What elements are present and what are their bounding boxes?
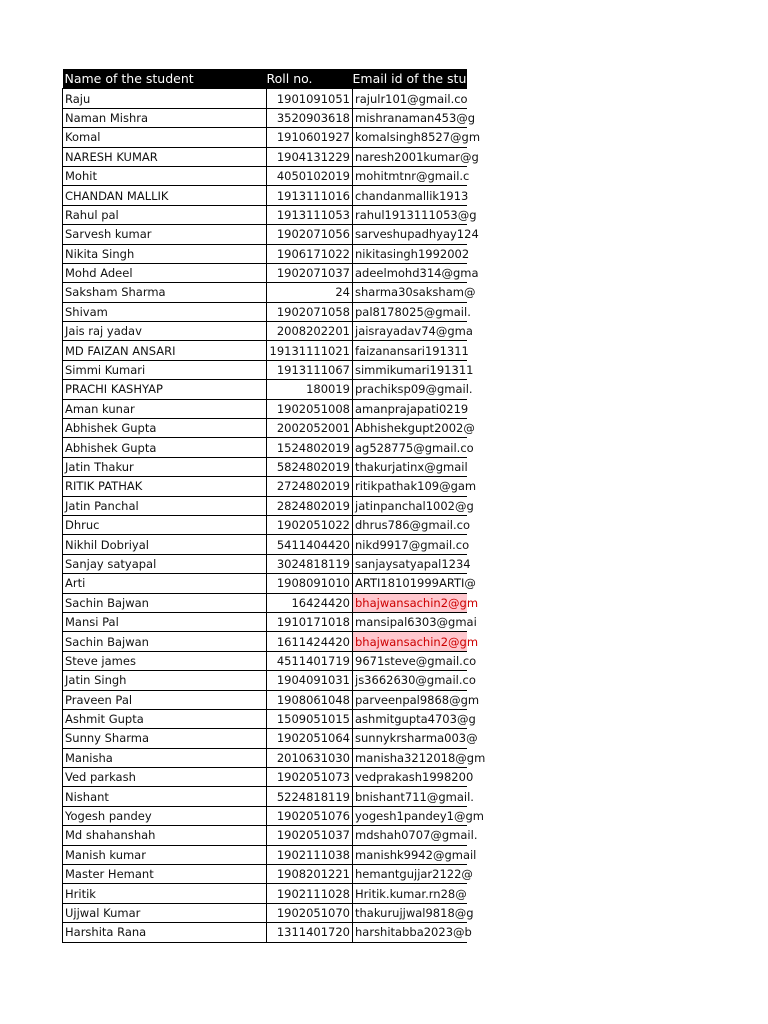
student-name-cell[interactable]: Praveen Pal: [63, 690, 267, 709]
roll-no-cell[interactable]: 5824802019: [267, 457, 353, 476]
student-name-cell[interactable]: Sunny Sharma: [63, 729, 267, 748]
email-cell[interactable]: sarveshupadhyay124: [353, 225, 467, 244]
table-row: [63, 108, 467, 127]
email-cell[interactable]: naresh2001kumar@g: [353, 147, 467, 166]
student-table: [62, 69, 486, 943]
student-name-cell[interactable]: Raju: [63, 89, 267, 108]
table-row: [63, 865, 467, 884]
table-row: [63, 399, 467, 418]
email-cell[interactable]: sunnykrsharma003@: [353, 729, 467, 748]
student-name-cell[interactable]: Mohd Adeel: [63, 263, 267, 282]
table-row: [63, 302, 467, 321]
email-cell[interactable]: ashmitgupta4703@g: [353, 709, 467, 728]
email-cell[interactable]: pal8178025@gmail.: [353, 302, 467, 321]
email-cell[interactable]: yogesh1pandey1@gm: [353, 806, 467, 825]
roll-no-cell[interactable]: 1902051076: [267, 806, 353, 825]
roll-no-cell[interactable]: 1901091051: [267, 89, 353, 108]
email-cell[interactable]: vedprakash1998200: [353, 768, 467, 787]
email-cell[interactable]: komalsingh8527@gm: [353, 128, 467, 147]
roll-no-cell[interactable]: 19131111021: [267, 341, 353, 360]
email-cell[interactable]: 9671steve@gmail.co: [353, 651, 467, 670]
student-name-cell[interactable]: Nikhil Dobriyal: [63, 535, 267, 554]
email-cell[interactable]: parveenpal9868@gm: [353, 690, 467, 709]
email-cell[interactable]: nikitasingh1992002: [353, 244, 467, 263]
email-cell[interactable]: manishk9942@gmail: [353, 845, 467, 864]
table-row: [63, 166, 467, 185]
table-row: [63, 496, 467, 515]
email-cell[interactable]: rajulr101@gmail.co: [353, 89, 467, 108]
student-name-cell[interactable]: NARESH KUMAR: [63, 147, 267, 166]
roll-no-cell[interactable]: 1902051070: [267, 903, 353, 922]
student-name-cell[interactable]: Ved parkash: [63, 768, 267, 787]
table-header: [63, 69, 467, 89]
roll-no-cell[interactable]: 1902071058: [267, 302, 353, 321]
email-cell[interactable]: thakurjatinx@gmail: [353, 457, 467, 476]
roll-no-cell[interactable]: 24: [267, 283, 353, 302]
student-name-cell[interactable]: Md shahanshah: [63, 826, 267, 845]
roll-no-cell[interactable]: 5224818119: [267, 787, 353, 806]
student-name-cell[interactable]: PRACHI KASHYAP: [63, 380, 267, 399]
roll-no-cell[interactable]: 16424420: [267, 593, 353, 612]
student-name-cell[interactable]: Rahul pal: [63, 205, 267, 224]
email-cell[interactable]: simmikumari191311: [353, 360, 467, 379]
student-name-cell[interactable]: Jatin Panchal: [63, 496, 267, 515]
table-row: [63, 787, 467, 806]
table-row: [63, 554, 467, 573]
email-cell[interactable]: rahul1913111053@g: [353, 205, 467, 224]
table-row: [63, 593, 467, 612]
student-name-cell[interactable]: Abhishek Gupta: [63, 438, 267, 457]
roll-no-cell[interactable]: 1913111067: [267, 360, 353, 379]
table-row: [63, 205, 467, 224]
table-row: [63, 477, 467, 496]
email-cell[interactable]: chandanmallik1913: [353, 186, 467, 205]
table-row: [63, 612, 467, 631]
roll-no-cell[interactable]: 1902051064: [267, 729, 353, 748]
student-name-cell[interactable]: Abhishek Gupta: [63, 419, 267, 438]
roll-no-cell[interactable]: 1902051008: [267, 399, 353, 418]
email-cell[interactable]: mohitmtnr@gmail.c: [353, 166, 467, 185]
email-cell[interactable]: faizanansari191311: [353, 341, 467, 360]
roll-no-cell[interactable]: 3024818119: [267, 554, 353, 573]
table-row: [63, 360, 467, 379]
roll-no-cell[interactable]: 1908061048: [267, 690, 353, 709]
student-name-cell[interactable]: Arti: [63, 574, 267, 593]
student-name-cell[interactable]: Harshita Rana: [63, 923, 267, 942]
student-name-cell[interactable]: Naman Mishra: [63, 108, 267, 127]
email-cell[interactable]: jatinpanchal1002@g: [353, 496, 467, 515]
table-row: [63, 826, 467, 845]
student-name-cell[interactable]: Master Hemant: [63, 865, 267, 884]
table-row: [63, 244, 467, 263]
roll-no-cell[interactable]: 4050102019: [267, 166, 353, 185]
table-row: [63, 457, 467, 476]
roll-no-cell[interactable]: 4511401719: [267, 651, 353, 670]
student-name-cell[interactable]: Aman kunar: [63, 399, 267, 418]
table-row: [63, 225, 467, 244]
table-row: [63, 380, 467, 399]
roll-no-cell[interactable]: 1902051073: [267, 768, 353, 787]
roll-no-cell[interactable]: 2724802019: [267, 477, 353, 496]
table-row: [63, 806, 467, 825]
roll-no-cell[interactable]: 1902071037: [267, 263, 353, 282]
table-row: [63, 147, 467, 166]
roll-no-cell[interactable]: 1913111053: [267, 205, 353, 224]
roll-no-cell[interactable]: 2824802019: [267, 496, 353, 515]
student-name-cell[interactable]: Nishant: [63, 787, 267, 806]
student-name-cell[interactable]: Mohit: [63, 166, 267, 185]
student-name-cell[interactable]: Sachin Bajwan: [63, 632, 267, 651]
table-row: [63, 89, 467, 108]
roll-no-cell[interactable]: 1902071056: [267, 225, 353, 244]
email-cell[interactable]: mansipal6303@gmai: [353, 612, 467, 631]
table-row: [63, 419, 467, 438]
table-row: [63, 903, 467, 922]
table-row: [63, 651, 467, 670]
student-name-cell[interactable]: Shivam: [63, 302, 267, 321]
student-name-cell[interactable]: MD FAIZAN ANSARI: [63, 341, 267, 360]
table-row: [63, 709, 467, 728]
roll-no-cell[interactable]: 180019: [267, 380, 353, 399]
student-name-cell[interactable]: Sachin Bajwan: [63, 593, 267, 612]
header-email[interactable]: Email id of the stu: [353, 69, 467, 89]
student-name-cell[interactable]: Sanjay satyapal: [63, 554, 267, 573]
email-cell[interactable]: js3662630@gmail.co: [353, 671, 467, 690]
email-cell[interactable]: amanprajapati0219: [353, 399, 467, 418]
table-row: [63, 283, 467, 302]
email-cell[interactable]: Abhishekgupt2002@: [353, 419, 467, 438]
student-name-cell[interactable]: Jais raj yadav: [63, 322, 267, 341]
roll-no-cell[interactable]: 1311401720: [267, 923, 353, 942]
header-roll-no[interactable]: Roll no.: [267, 69, 353, 89]
email-cell[interactable]: thakurujjwal9818@g: [353, 903, 467, 922]
student-name-cell[interactable]: RITIK PATHAK: [63, 477, 267, 496]
roll-no-cell[interactable]: 1906171022: [267, 244, 353, 263]
email-cell[interactable]: Hritik.kumar.rn28@: [353, 884, 467, 903]
student-name-cell[interactable]: Jatin Singh: [63, 671, 267, 690]
roll-no-cell[interactable]: 1908201221: [267, 865, 353, 884]
table-row: [63, 690, 467, 709]
email-cell[interactable]: adeelmohd314@gma: [353, 263, 467, 282]
student-name-cell[interactable]: Komal: [63, 128, 267, 147]
roll-no-cell[interactable]: 1910171018: [267, 612, 353, 631]
roll-no-cell[interactable]: 1908091010: [267, 574, 353, 593]
email-cell[interactable]: prachiksp09@gmail.: [353, 380, 467, 399]
email-cell[interactable]: dhrus786@gmail.co: [353, 515, 467, 534]
email-cell[interactable]: mishranaman453@g: [353, 108, 467, 127]
table-row: [63, 884, 467, 903]
student-name-cell[interactable]: Yogesh pandey: [63, 806, 267, 825]
email-cell[interactable]: harshitabba2023@b: [353, 923, 467, 942]
student-name-cell[interactable]: Jatin Thakur: [63, 457, 267, 476]
student-name-cell[interactable]: Manisha: [63, 748, 267, 767]
table-body: [63, 89, 486, 942]
roll-no-cell[interactable]: 1902111028: [267, 884, 353, 903]
roll-no-cell[interactable]: 3520903618: [267, 108, 353, 127]
header-row: [63, 69, 467, 89]
table-row: [63, 671, 467, 690]
student-name-cell[interactable]: Steve james: [63, 651, 267, 670]
student-name-cell[interactable]: Dhruc: [63, 515, 267, 534]
roll-no-cell[interactable]: 1524802019: [267, 438, 353, 457]
table-row: [63, 535, 467, 554]
email-cell[interactable]: mdshah0707@gmail.: [353, 826, 467, 845]
roll-no-cell[interactable]: 1902051022: [267, 515, 353, 534]
roll-no-cell[interactable]: 2002052001: [267, 419, 353, 438]
roll-no-cell[interactable]: 1509051015: [267, 709, 353, 728]
table-row: [63, 341, 467, 360]
roll-no-cell[interactable]: 1902111038: [267, 845, 353, 864]
table-row: [63, 186, 467, 205]
table-row: [63, 768, 467, 787]
table-row: [63, 748, 467, 767]
email-cell-duplicate[interactable]: bhajwansachin2@gm: [353, 593, 467, 612]
table-row: [63, 322, 467, 341]
roll-no-cell[interactable]: 1904091031: [267, 671, 353, 690]
table-row: [63, 729, 467, 748]
email-cell[interactable]: ritikpathak109@gam: [353, 477, 467, 496]
email-cell[interactable]: hemantgujjar2122@: [353, 865, 467, 884]
email-cell[interactable]: jaisrayadav74@gma: [353, 322, 467, 341]
roll-no-cell[interactable]: 2008202201: [267, 322, 353, 341]
table-row: [63, 923, 467, 942]
roll-no-cell[interactable]: 1913111016: [267, 186, 353, 205]
student-name-cell[interactable]: Ujjwal Kumar: [63, 903, 267, 922]
student-name-cell[interactable]: Nikita Singh: [63, 244, 267, 263]
roll-no-cell[interactable]: 1904131229: [267, 147, 353, 166]
student-name-cell[interactable]: Ashmit Gupta: [63, 709, 267, 728]
email-cell[interactable]: manisha3212018@gm: [353, 748, 467, 767]
table-row: [63, 438, 467, 457]
email-cell[interactable]: bnishant711@gmail.: [353, 787, 467, 806]
student-name-cell[interactable]: Saksham Sharma: [63, 283, 267, 302]
roll-no-cell[interactable]: 2010631030: [267, 748, 353, 767]
email-cell[interactable]: ARTI18101999ARTI@: [353, 574, 467, 593]
email-cell[interactable]: nikd9917@gmail.co: [353, 535, 467, 554]
email-cell-duplicate[interactable]: bhajwansachin2@gm: [353, 632, 467, 651]
table-row: [63, 128, 467, 147]
roll-no-cell[interactable]: 1902051037: [267, 826, 353, 845]
table-row: [63, 845, 467, 864]
table-row: [63, 263, 467, 282]
student-name-cell[interactable]: Sarvesh kumar: [63, 225, 267, 244]
email-cell[interactable]: sharma30saksham@: [353, 283, 467, 302]
table-row: [63, 574, 467, 593]
email-cell[interactable]: sanjaysatyapal1234: [353, 554, 467, 573]
header-name[interactable]: Name of the student: [63, 69, 267, 89]
table-row: [63, 632, 467, 651]
email-cell[interactable]: ag528775@gmail.co: [353, 438, 467, 457]
student-name-cell[interactable]: Mansi Pal: [63, 612, 267, 631]
roll-no-cell[interactable]: 5411404420: [267, 535, 353, 554]
student-name-cell[interactable]: Simmi Kumari: [63, 360, 267, 379]
student-name-cell[interactable]: Hritik: [63, 884, 267, 903]
roll-no-cell[interactable]: 1910601927: [267, 128, 353, 147]
student-name-cell[interactable]: Manish kumar: [63, 845, 267, 864]
table-row: [63, 515, 467, 534]
student-name-cell[interactable]: CHANDAN MALLIK: [63, 186, 267, 205]
roll-no-cell[interactable]: 1611424420: [267, 632, 353, 651]
